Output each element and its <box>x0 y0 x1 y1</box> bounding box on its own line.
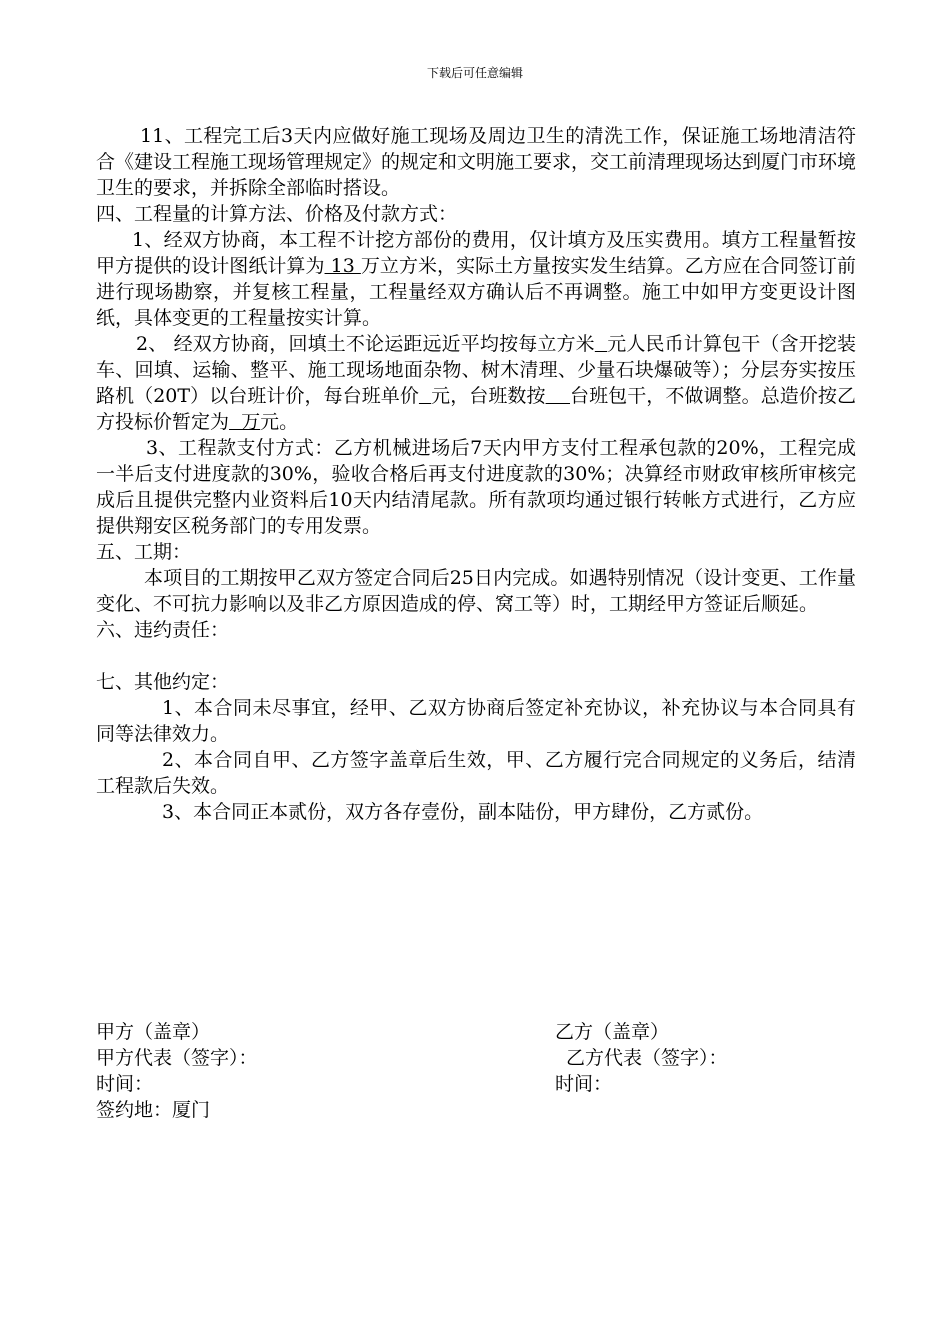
s4-item2-part3: 元，台班数按 <box>431 385 546 407</box>
section-7-item-2: 2、本合同自甲、乙方签字盖章后生效，甲、乙方履行完合同规定的义务后，结清工程款后失效。 <box>96 749 856 797</box>
section-7-title: 七、其他约定： <box>96 671 230 693</box>
fill-volume-amount: 13 <box>324 255 361 277</box>
party-a-seal: 甲方（盖章） <box>96 1021 211 1043</box>
unit-price-blank <box>595 333 607 355</box>
party-a-representative: 甲方代表（签字）： <box>96 1047 258 1069</box>
section-7-item-3: 3、本合同正本贰份，双方各存壹份，副本陆份，甲方肆份，乙方贰份。 <box>162 801 764 823</box>
s4-item2-part5: 元。 <box>260 411 299 433</box>
s4-item1-text-before: 1、经双方协商，本工程不计挖方部份的费用，仅计填方及压实费用。填方工程量暂按甲方提供的设计图纸计算为 <box>96 229 856 277</box>
section-4-item-3: 3、工程款支付方式：乙方机械进场后7天内甲方支付工程承包款的20%，工程完成一半后支付进度款的30%，验收合格后再支付进度款的30%；决算经市财政审核所审核完成后且提供完整内业资料后10天内结清尾款。所有款项均通过银行转帐方式进行，乙方应提供翔安区税务部门的专用发票。 <box>96 437 856 537</box>
shift-count-blank <box>546 385 570 407</box>
header-note: 下载后可任意编辑 <box>426 66 523 80</box>
s4-item1-text-after: 万立方米，实际土方量按实发生结算。乙方应在合同签订前进行现场勘察，并复核工程量，工程量经双方确认后不再调整。施工中如甲方变更设计图纸，具体变更的工程量按实计算。 <box>96 255 856 329</box>
blank-line <box>96 643 856 669</box>
s4-item2-part4: 台班包干，不做调整。总造价按乙方投标价暂定为 <box>96 385 856 433</box>
shift-price-blank <box>419 385 431 407</box>
section-4-item-1 <box>96 227 856 331</box>
party-b-time: 时间： <box>555 1073 613 1095</box>
party-b-representative: 乙方代表（签字）： <box>566 1047 728 1069</box>
total-price-blank: 万 <box>229 411 261 433</box>
s4-item2-part2: 元人民币计算包干（含开挖装车、回填、运输、整平、施工现场地面杂物、树木清理、少量石块爆破等）；分层夯实按压路机（20T）以台班计价，每台班单价 <box>96 333 856 407</box>
section-5-text: 本项目的工期按甲乙双方签定合同后25日内完成。如遇特别情况（设计变更、工作量变化、不可抗力影响以及非乙方原因造成的停、窝工等）时，工期经甲方签证后顺延。 <box>96 567 856 615</box>
section-7-item-1: 1、本合同未尽事宜，经甲、乙双方协商后签定补充协议，补充协议与本合同具有同等法律效力。 <box>96 697 856 745</box>
signing-place: 签约地：厦门 <box>96 1099 211 1121</box>
s4-item2-part1: 2、 经双方协商，回填土不论运距远近平均按每立方米 <box>136 333 595 355</box>
section-6-title: 六、违约责任： <box>96 619 230 641</box>
section-4-item-2 <box>96 331 856 435</box>
section-5-title: 五、工期： <box>96 541 192 563</box>
party-b-seal: 乙方（盖章） <box>555 1021 670 1043</box>
party-a-time: 时间： <box>96 1073 154 1095</box>
contract-body <box>96 123 856 825</box>
clause-11: 11、工程完工后3天内应做好施工现场及周边卫生的清洗工作，保证施工场地清洁符合《建设工程施工现场管理规定》的规定和文明施工要求，交工前清理现场达到厦门市环境卫生的要求，并拆除全部临时搭设。 <box>96 125 857 199</box>
section-4-title: 四、工程量的计算方法、价格及付款方式： <box>96 203 458 225</box>
